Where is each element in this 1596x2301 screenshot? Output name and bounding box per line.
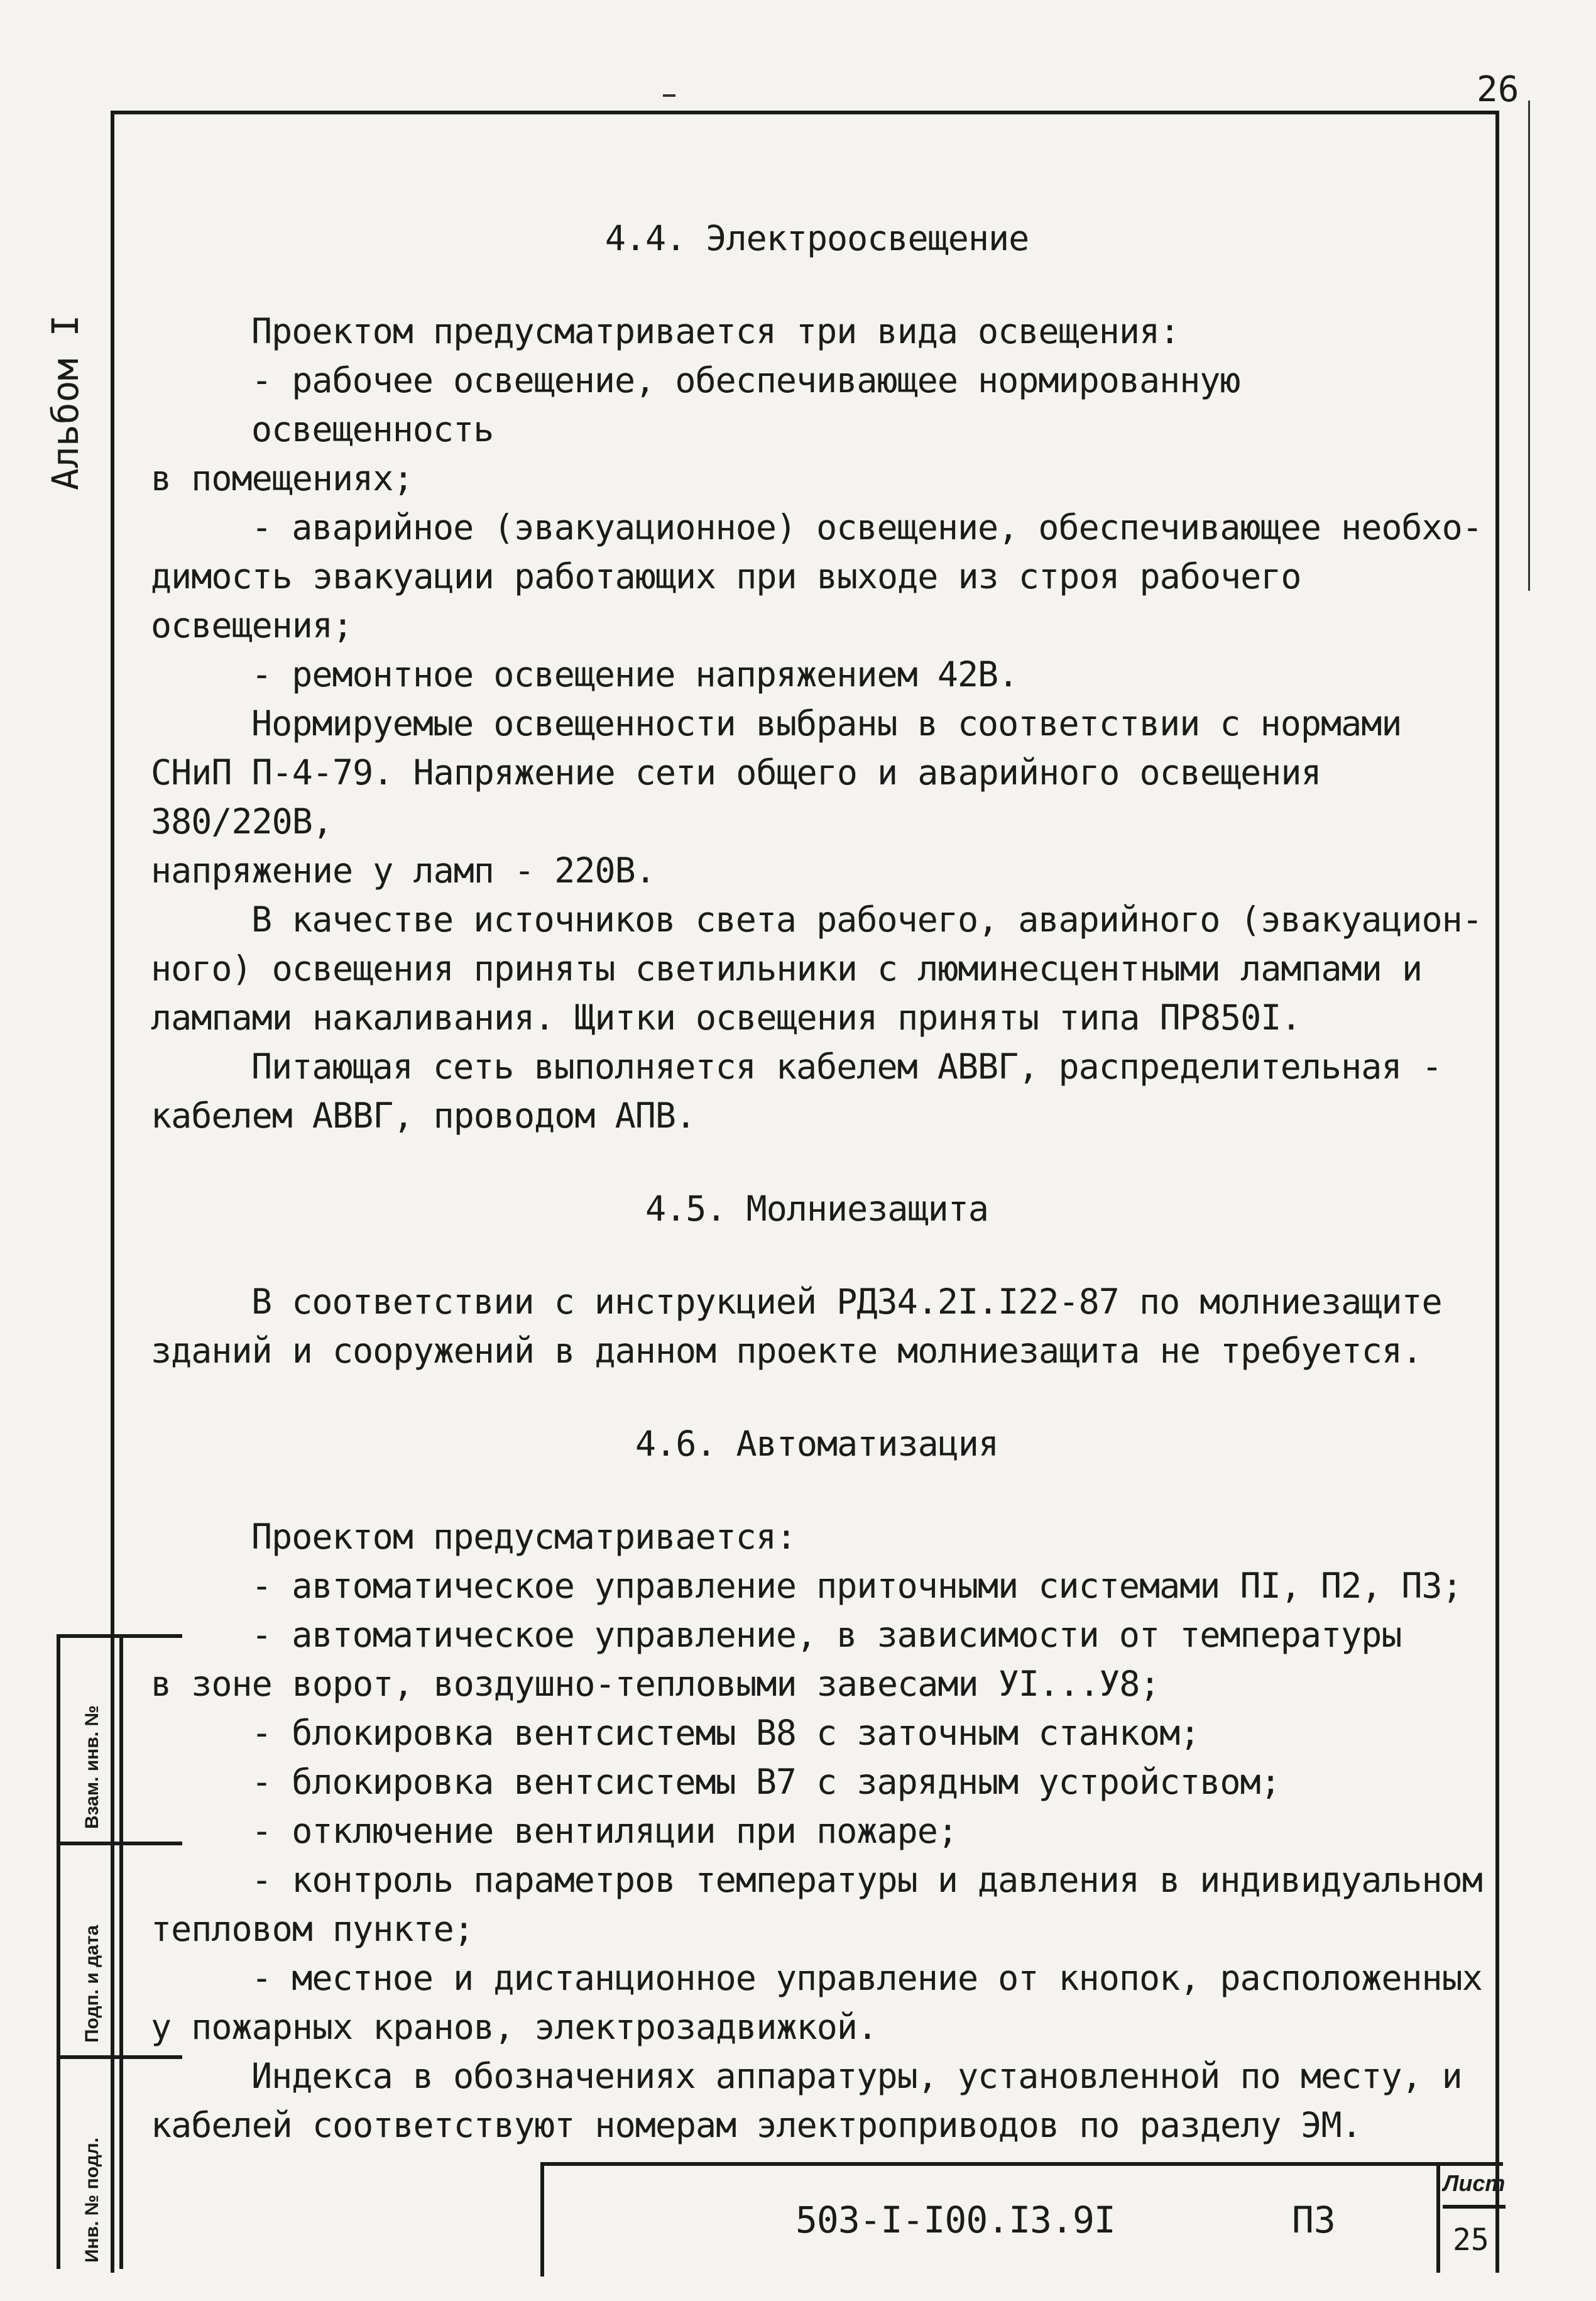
document-code: 503-I-I00.I3.9I bbox=[795, 2199, 1115, 2241]
paragraph-line: Нормируемые освещенности выбраны в соответствии с нормами bbox=[251, 703, 1402, 744]
paragraph-line: - аварийное (эвакуационное) освещение, обеспечивающее необхо- bbox=[251, 507, 1482, 547]
sheet-label: Лист bbox=[1443, 2162, 1506, 2209]
paragraph-line: В качестве источников света рабочего, аварийного (эвакуацион- bbox=[251, 899, 1482, 940]
stamp-divider bbox=[57, 2055, 182, 2059]
paragraph-line: у пожарных кранов, электрозадвижкой. bbox=[151, 2007, 878, 2047]
paragraph-line: - ремонтное освещение напряжением 42В. bbox=[251, 654, 1019, 695]
section-heading: 4.6. Автоматизация bbox=[635, 1424, 999, 1464]
page-number-top: 26 bbox=[1477, 69, 1519, 110]
paragraph-line: СНиП П-4-79. Напряжение сети общего и аварийного освещения 380/220В, bbox=[151, 752, 1321, 842]
sheet-number: 25 bbox=[1453, 2222, 1489, 2258]
paragraph-line: Индекса в обозначениях аппаратуры, установленной по месту, и bbox=[251, 2056, 1462, 2096]
paragraph-line: - контроль параметров температуры и давления в индивидуальном bbox=[251, 1860, 1482, 1900]
paragraph-line: - отключение вентиляции при пожаре; bbox=[251, 1811, 958, 1851]
paragraph-line: В соответствии с инструкцией РД34.2I.I22-87 по молниезащите bbox=[251, 1282, 1442, 1322]
album-label: Альбом I bbox=[44, 314, 87, 490]
stamp-divider bbox=[57, 1842, 182, 1845]
paragraph-line: Проектом предусматривается три вида освещения: bbox=[251, 311, 1180, 351]
section-4-4-body bbox=[151, 307, 1483, 1140]
paragraph-line: - блокировка вентсистемы В8 с заточным станком; bbox=[251, 1713, 1200, 1753]
paragraph-line: в помещениях; bbox=[151, 458, 413, 498]
paragraph-line: Проектом предусматривается: bbox=[251, 1517, 797, 1557]
paragraph-line: тепловом пункте; bbox=[151, 1909, 474, 1949]
paragraph-line: - автоматическое управление приточными системами ПI, П2, П3; bbox=[251, 1566, 1462, 1606]
paragraph-line: кабелей соответствуют номерам электроприводов по разделу ЭМ. bbox=[151, 2105, 1362, 2145]
stamp-inv-orig-label: Инв. № подл. bbox=[82, 2137, 102, 2263]
left-stamp bbox=[57, 1634, 123, 2269]
paragraph-line: димость эвакуации работающих при выходе из строя рабочего освещения; bbox=[151, 556, 1301, 645]
document-type: ПЗ bbox=[1292, 2199, 1336, 2241]
title-block bbox=[540, 2162, 1506, 2276]
paragraph-line: напряжение у ламп - 220В. bbox=[151, 850, 655, 891]
section-heading: 4.5. Молниезащита bbox=[645, 1189, 988, 1229]
sheet-box bbox=[1436, 2162, 1507, 2273]
section-heading: 4.4. Электроосвещение bbox=[604, 218, 1029, 258]
paragraph-line: - рабочее освещение, обеспечивающее нормированную освещенность bbox=[251, 360, 1240, 449]
paragraph-line: зданий и сооружений в данном проекте молниезащита не требуется. bbox=[151, 1331, 1423, 1371]
stamp-divider bbox=[57, 1634, 182, 1638]
top-mark bbox=[663, 94, 675, 97]
section-4-5-body bbox=[151, 1277, 1483, 1375]
paragraph-line: - автоматическое управление, в зависимости от температуры bbox=[251, 1615, 1402, 1655]
paragraph-line: в зоне ворот, воздушно-тепловыми завесами УI...У8; bbox=[151, 1664, 1160, 1704]
stamp-sign-date-label: Подп. и дата bbox=[82, 1925, 102, 2043]
paragraph-line: Питающая сеть выполняется кабелем АВВГ, распределительная - bbox=[251, 1046, 1442, 1087]
section-4-6-body bbox=[151, 1512, 1483, 2150]
right-margin-line bbox=[1528, 101, 1530, 591]
paragraph-line: - блокировка вентсистемы В7 с зарядным устройством; bbox=[251, 1762, 1281, 1802]
stamp-border bbox=[57, 1634, 60, 2269]
paragraph-line: ного) освещения приняты светильники с люминесцентными лампами и bbox=[151, 948, 1423, 989]
paragraph-line: лампами накаливания. Щитки освещения приняты типа ПР850I. bbox=[151, 997, 1301, 1038]
document-body bbox=[151, 214, 1483, 2150]
stamp-replace-inv-label: Взам. инв. № bbox=[82, 1705, 102, 1829]
paragraph-line: кабелем АВВГ, проводом АПВ. bbox=[151, 1096, 696, 1136]
paragraph-line: - местное и дистанционное управление от кнопок, расположенных bbox=[251, 1958, 1482, 1998]
